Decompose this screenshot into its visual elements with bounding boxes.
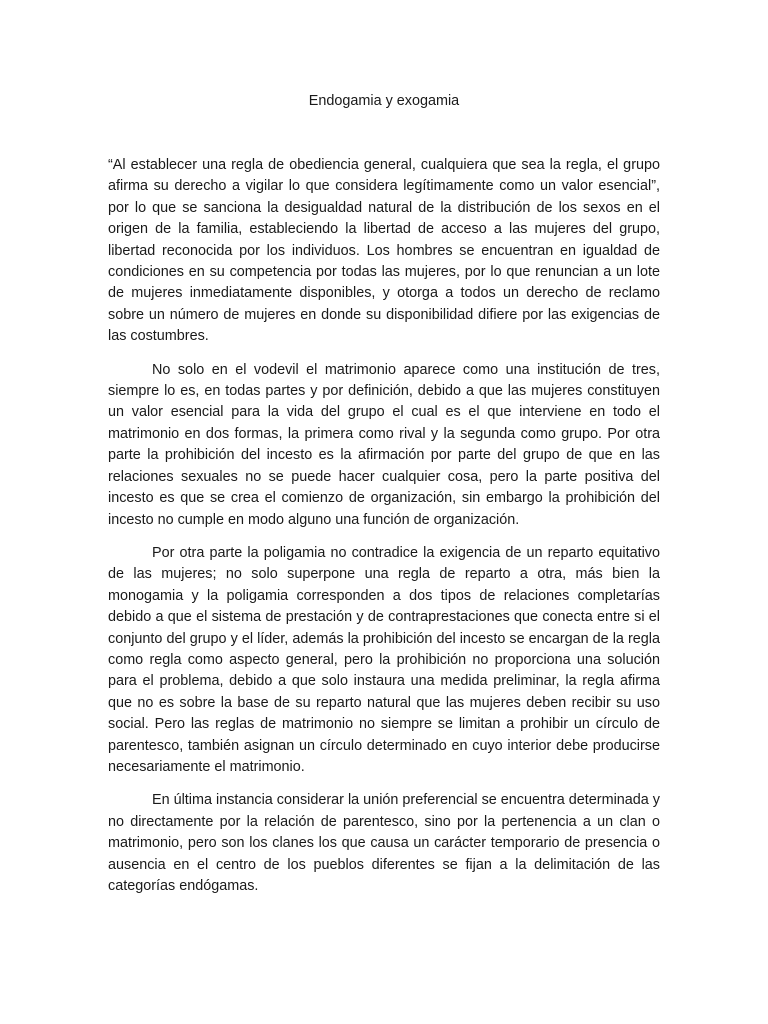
document-title: Endogamia y exogamia — [308, 93, 460, 109]
paragraph-3: Por otra parte la poligamia no contradice la exigencia de un reparto equitativo de las mujeres; no solo superpone una regla de reparto a otra, más bien la monogamia y la poligamia corresponden a dos tipos de relaciones completarías debido a que el sistema de prestación y de contraprestaciones que conecta entre si el conjunto del grupo y el líder, además la prohibición del incesto se encargan de la regla como regla como aspecto general, pero la prohibición no proporciona una solución para el problema, debido a que solo instaura una medida preliminar, la regla afirma que no es sobre la base de su reparto natural que las mujeres deben recibir su uso social. Pero las reglas de matrimonio no siempre se limitan a prohibir un círculo de parentesco, también asignan un círculo determinado en cuyo interior debe producirse necesariamente el matrimonio. — [108, 544, 660, 775]
paragraph-4: En última instancia considerar la unión preferencial se encuentra determinada y no directamente por la relación de parentesco, sino por la pertenencia a un clan o matrimonio, pero son los clanes los que causa un carácter temporario de presencia o ausencia en el centro de los pueblos diferentes se fijan a la delimitación de las categorías endógamas. — [108, 792, 660, 894]
paragraph-1: “Al establecer una regla de obediencia general, cualquiera que sea la regla, el grupo afirma su derecho a vigilar lo que considera legítimamente como un valor esencial”, por lo que se sanciona la desigualdad natural de la distribución de los sexos en el origen de la familia, estableciendo la libertad de acceso a las mujeres del grupo, libertad reconocida por los individuos. Los hombres se encuentran en igualdad de condiciones en su competencia por todas las mujeres, por lo que renuncian a un lote de mujeres inmediatamente disponibles, y otorga a todos un derecho de reclamo sobre un número de mujeres en donde su disponibilidad difiere por las exigencias de las costumbres. — [108, 157, 660, 345]
paragraph-2: No solo en el vodevil el matrimonio aparece como una institución de tres, siempre lo es, en todas partes y por definición, debido a que las mujeres constituyen un valor esencial para la vida del grupo el cual es el que interviene en todo el matrimonio en dos formas, la primera como rival y la segunda como grupo. Por otra parte la prohibición del incesto es la afirmación por parte del grupo de que en las relaciones sexuales no se puede hacer cualquier cosa, pero la parte positiva del incesto es que se crea el comienzo de organización, sin embargo la prohibición del incesto no cumple en modo alguno una función de organización. — [108, 361, 660, 528]
